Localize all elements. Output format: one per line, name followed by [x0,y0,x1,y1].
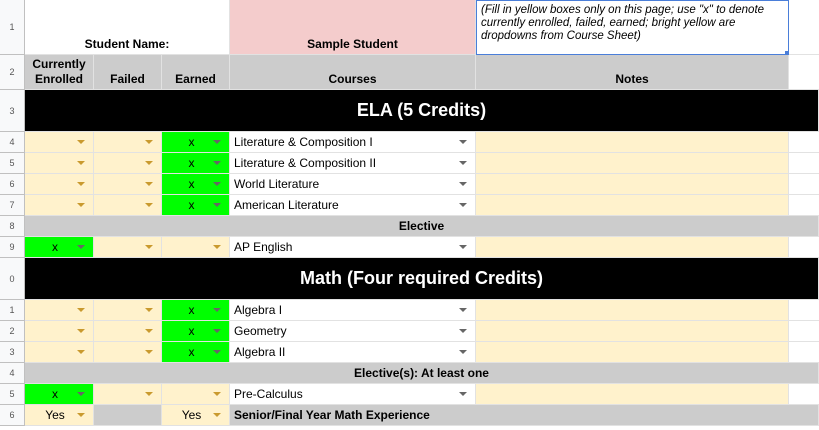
column-header-courses: Courses [230,55,476,90]
enrolled-dropdown[interactable] [25,132,94,153]
earned-value: x [188,324,195,338]
row-header[interactable]: 2 [0,321,25,342]
chevron-down-icon [213,308,221,312]
notes-cell[interactable] [476,174,789,195]
failed-dropdown[interactable] [94,321,162,342]
row-header[interactable]: 3 [0,342,25,363]
course-dropdown[interactable] [230,174,476,195]
course-dropdown[interactable] [230,132,476,153]
enrolled-dropdown[interactable] [25,153,94,174]
chevron-down-icon [145,245,153,249]
chevron-down-icon [145,203,153,207]
earned-value: x [188,135,195,149]
failed-dropdown[interactable] [94,132,162,153]
chevron-down-icon [145,392,153,396]
empty-cell[interactable] [789,342,819,363]
earned-value: x [188,198,195,212]
row-header[interactable]: 3 [0,90,25,132]
chevron-down-icon [459,161,467,165]
chevron-down-icon [459,182,467,186]
notes-cell[interactable] [476,300,789,321]
chevron-down-icon [213,203,221,207]
course-value: Pre-Calculus [234,387,303,401]
notes-cell[interactable] [476,342,789,363]
earned-dropdown[interactable] [162,342,230,363]
chevron-down-icon [77,413,85,417]
row-header[interactable]: 1 [0,0,25,55]
enrolled-value: Yes [45,408,65,422]
chevron-down-icon [459,203,467,207]
subsection-math-elective: Elective(s): At least one [25,363,819,384]
chevron-down-icon [459,308,467,312]
course-value: Geometry [234,324,287,338]
chevron-down-icon [213,161,221,165]
failed-dropdown[interactable] [94,174,162,195]
empty-cell[interactable] [789,0,819,55]
chevron-down-icon [213,182,221,186]
chevron-down-icon [145,182,153,186]
section-title-ela: ELA (5 Credits) [25,90,819,132]
empty-cell[interactable] [789,321,819,342]
chevron-down-icon [459,140,467,144]
earned-dropdown[interactable] [162,321,230,342]
row-header[interactable]: 5 [0,384,25,405]
chevron-down-icon [213,245,221,249]
empty-cell[interactable] [789,384,819,405]
earned-dropdown[interactable] [162,300,230,321]
course-dropdown[interactable] [230,384,476,405]
row-header[interactable]: 2 [0,55,25,90]
notes-cell[interactable] [476,237,789,258]
earned-value: Yes [181,408,202,422]
empty-cell[interactable] [789,174,819,195]
enrolled-dropdown[interactable] [25,195,94,216]
row-header[interactable]: 4 [0,132,25,153]
column-header-currently-enrolled: Currently Enrolled [25,55,94,90]
earned-dropdown[interactable] [162,153,230,174]
chevron-down-icon [77,161,85,165]
section-title-math: Math (Four required Credits) [25,258,819,300]
student-name-value[interactable]: Sample Student [230,0,476,55]
row-header[interactable]: 4 [0,363,25,384]
notes-cell[interactable] [476,195,789,216]
earned-value: x [188,177,195,191]
earned-value: x [188,303,195,317]
chevron-down-icon [459,350,467,354]
course-value: Algebra I [234,303,283,317]
failed-dropdown[interactable] [94,237,162,258]
student-name-label: Student Name: [25,0,230,55]
row-header[interactable]: 6 [0,174,25,195]
row-header[interactable]: 6 [0,405,25,426]
failed-dropdown[interactable] [94,342,162,363]
chevron-down-icon [213,392,221,396]
enrolled-dropdown[interactable] [25,321,94,342]
chevron-down-icon [213,140,221,144]
empty-cell[interactable] [789,237,819,258]
enrolled-dropdown[interactable] [25,237,94,258]
row-header[interactable]: 7 [0,195,25,216]
failed-dropdown[interactable] [94,384,162,405]
chevron-down-icon [77,308,85,312]
column-header-notes: Notes [476,55,789,90]
notes-cell[interactable] [476,384,789,405]
chevron-down-icon [77,350,85,354]
earned-dropdown[interactable] [162,195,230,216]
course-value: World Literature [234,177,320,191]
course-value: Literature & Composition II [234,156,377,170]
course-dropdown[interactable] [230,237,476,258]
earned-dropdown[interactable] [162,405,230,426]
failed-dropdown[interactable] [94,153,162,174]
chevron-down-icon [145,329,153,333]
earned-dropdown[interactable] [162,237,230,258]
enrolled-dropdown[interactable] [25,342,94,363]
course-value: AP English [234,240,293,254]
empty-cell[interactable] [789,300,819,321]
chevron-down-icon [459,392,467,396]
instructions-note-text: (Fill in yellow boxes only on this page; use "x" to denote currently enrolled, failed, earned; bright yellow are dropdowns from Course Sheet) [481,4,765,42]
course-value: Literature & Composition I [234,135,373,149]
enrolled-dropdown[interactable] [25,300,94,321]
course-value: Senior/Final Year Math Experience [234,408,430,422]
notes-cell[interactable] [476,321,789,342]
failed-cell[interactable] [94,405,162,426]
earned-dropdown[interactable] [162,384,230,405]
course-dropdown[interactable] [230,300,476,321]
subsection-elective: Elective [25,216,819,237]
chevron-down-icon [213,350,221,354]
chevron-down-icon [77,182,85,186]
chevron-down-icon [145,140,153,144]
instructions-note[interactable] [476,0,789,55]
chevron-down-icon [145,161,153,165]
chevron-down-icon [77,245,85,249]
chevron-down-icon [213,413,221,417]
empty-cell[interactable] [789,195,819,216]
row-header[interactable]: 1 [0,300,25,321]
notes-cell[interactable] [476,153,789,174]
course-senior-math[interactable] [230,405,819,426]
row-header[interactable]: 8 [0,216,25,237]
notes-cell[interactable] [476,132,789,153]
failed-dropdown[interactable] [94,195,162,216]
earned-dropdown[interactable] [162,132,230,153]
chevron-down-icon [145,308,153,312]
empty-cell[interactable] [789,153,819,174]
course-value: American Literature [234,198,339,212]
course-dropdown[interactable] [230,321,476,342]
row-header[interactable]: 9 [0,237,25,258]
chevron-down-icon [77,329,85,333]
failed-dropdown[interactable] [94,300,162,321]
column-header-failed: Failed [94,55,162,90]
course-dropdown[interactable] [230,342,476,363]
empty-cell[interactable] [789,132,819,153]
chevron-down-icon [213,329,221,333]
row-header[interactable]: 5 [0,153,25,174]
chevron-down-icon [459,245,467,249]
enrolled-dropdown[interactable] [25,384,94,405]
enrolled-dropdown[interactable] [25,174,94,195]
earned-value: x [188,345,195,359]
chevron-down-icon [77,203,85,207]
chevron-down-icon [145,350,153,354]
course-value: Algebra II [234,345,286,359]
chevron-down-icon [77,392,85,396]
earned-dropdown[interactable] [162,174,230,195]
enrolled-value: x [52,387,58,401]
chevron-down-icon [77,140,85,144]
column-header-earned: Earned [162,55,230,90]
empty-cell[interactable] [789,55,819,90]
earned-value: x [188,156,195,170]
enrolled-dropdown[interactable] [25,405,94,426]
row-header[interactable]: 0 [0,258,25,300]
course-dropdown[interactable] [230,153,476,174]
chevron-down-icon [459,329,467,333]
course-dropdown[interactable] [230,195,476,216]
enrolled-value: x [52,240,58,254]
